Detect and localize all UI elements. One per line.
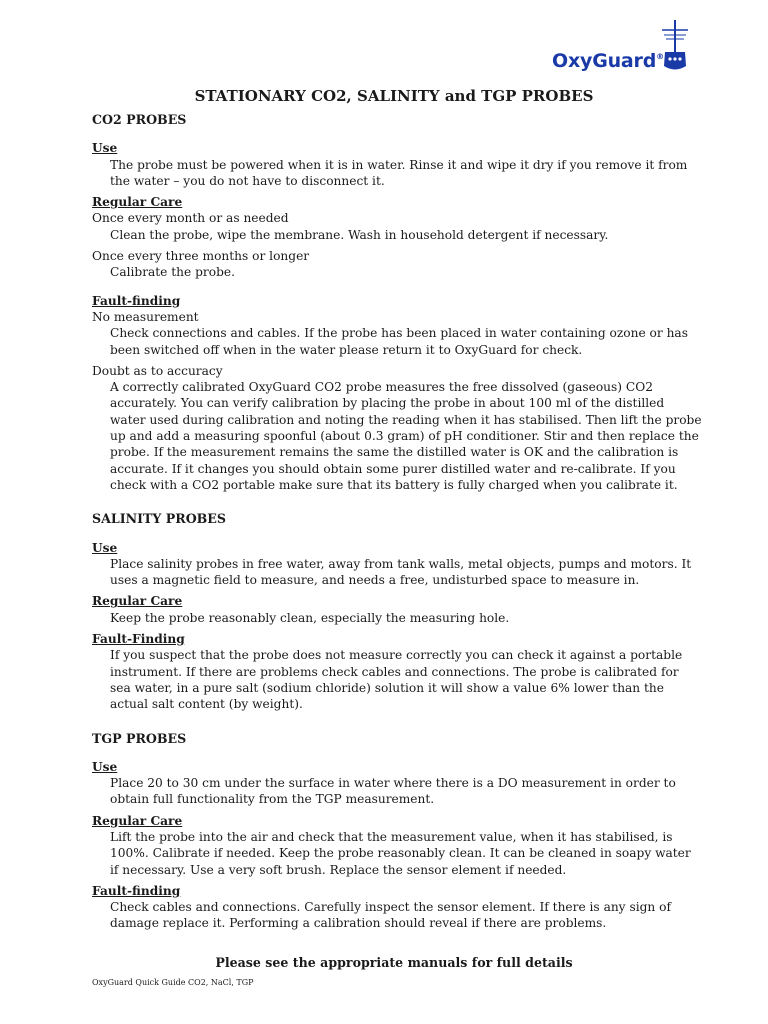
section-heading-salinity: SALINITY PROBES (92, 511, 227, 527)
co2-care-2-text: Calibrate the probe. (110, 265, 235, 280)
co2-use-heading: Use (92, 141, 118, 156)
salinity-care-heading: Regular Care (92, 594, 183, 609)
section-heading-co2: CO2 PROBES (92, 112, 187, 127)
co2-care-1-text: Clean the probe, wipe the membrane. Wash in household detergent if necessary. (110, 227, 609, 242)
closing-note: Please see the appropriate manuals for full details (215, 955, 573, 970)
salinity-care-text: Keep the probe reasonably clean, especially the measuring hole. (110, 610, 510, 625)
page-footer: OxyGuard Quick Guide CO2, NaCl, TGP (92, 978, 254, 987)
co2-use-text: The probe must be powered when it is in water. Rinse it and wipe it dry if you remove it from the water – you do not have to disconnect it. (110, 157, 688, 188)
salinity-use-heading: Use (92, 540, 118, 555)
co2-fault-1-text: Check connections and cables. If the probe has been placed in water containing ozone or has been switched off when in the water please return it to OxyGuard for check. (110, 326, 688, 357)
tgp-fault-heading: Fault-finding (92, 883, 181, 898)
co2-care-1-label: Once every month or as needed (92, 211, 289, 226)
co2-fault-2-label: Doubt as to accuracy (92, 363, 223, 378)
document-body (92, 112, 702, 932)
tgp-care-text: Lift the probe into the air and check that the measurement value, when it has stabilised, is 100%. Calibrate if needed. Keep the probe reasonably clean. It can be cleaned in soapy water if necessary. Use a very soft brush. Replace the sensor element if needed. (110, 829, 691, 877)
salinity-fault-text: If you suspect that the probe does not measure correctly you can check it against a portable instrument. If there are problems check cables and connections. The probe is calibrated for sea water, in a pure salt (sodium chloride) solution it will show a value 6% lower than the actual salt content (by weight). (110, 648, 683, 712)
page-title: STATIONARY CO2, SALINITY and TGP PROBES (194, 87, 594, 105)
salinity-use-text: Place salinity probes in free water, away from tank walls, metal objects, pumps and motors. It uses a magnetic field to measure, and needs a free, undisturbed space to measure in. (110, 556, 692, 588)
tgp-care-heading: Regular Care (92, 813, 183, 828)
co2-fault-1-label: No measurement (92, 309, 199, 324)
co2-fault-2-text: A correctly calibrated OxyGuard CO2 probe measures the free dissolved (gaseous) CO2 accurately. You can verify calibration by placing the probe in about 100 ml of the distilled water used during calibration and noting the reading when it has stabilised. Then lift the probe up and add a measuring spoonful (about 0.3 gram) of pH conditioner. Stir and then replace the probe. If the measurement remains the same the distilled water is OK and the calibration is accurate. If it changes you should obtain some purer distilled water and re-calibrate. If you check with a CO2 portable make sure that its battery is fully charged when you calibrate it. (110, 380, 702, 492)
section-heading-tgp: TGP PROBES (92, 730, 187, 746)
salinity-fault-heading: Fault-Finding (92, 632, 185, 647)
co2-fault-heading: Fault-finding (92, 293, 181, 308)
oxyguard-logo (552, 18, 692, 76)
tgp-use-text: Place 20 to 30 cm under the surface in water where there is a DO measurement in order to obtain full functionality from the TGP measurement. (110, 776, 676, 807)
probe-icon (660, 18, 690, 74)
co2-care-2-label: Once every three months or longer (92, 249, 310, 264)
logo-wordmark: OxyGuard® (552, 50, 664, 72)
tgp-use-heading: Use (92, 759, 118, 774)
tgp-fault-text: Check cables and connections. Carefully inspect the sensor element. If there is any sign of damage replace it. Performing a calibration should reveal if there are problems. (110, 900, 671, 931)
co2-care-heading: Regular Care (92, 195, 183, 210)
